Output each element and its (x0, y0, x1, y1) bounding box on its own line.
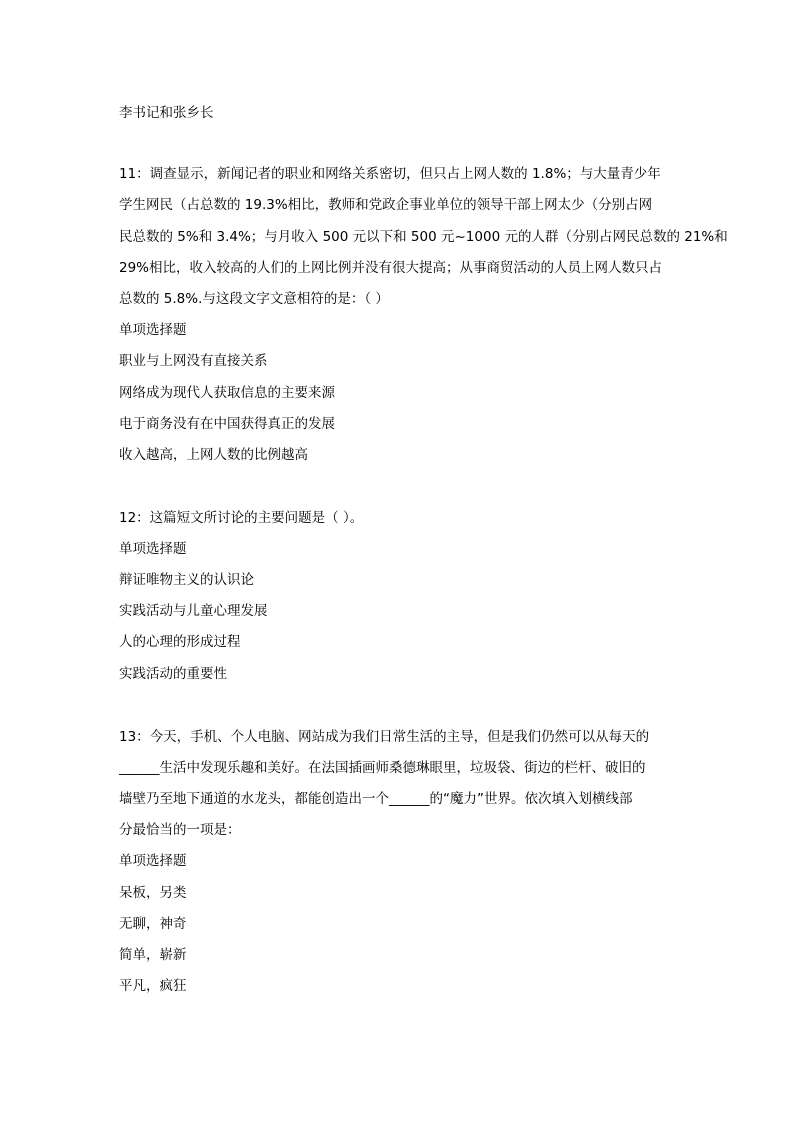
q11-option-d: 收入越高，上网人数的比例越高 (119, 447, 308, 463)
q13-stem-line-3: 墙壁乃至地下通道的水龙头，都能创造出一个______的“魔力”世界。依次填入划横线部 (119, 791, 633, 807)
q11-stem-line-1: 11：调查显示，新闻记者的职业和网络关系密切，但只占上网人数的 1.8%；与大量青少年 (119, 166, 661, 182)
q12-stem-line-1: 12：这篇短文所讨论的主要问题是（ ）。 (119, 510, 364, 526)
q11-option-b: 网络成为现代人获取信息的主要来源 (119, 385, 335, 401)
q13-option-d: 平凡，疯狂 (119, 978, 187, 994)
q13-option-c: 简单，崭新 (119, 947, 187, 963)
q12-option-c: 人的心理的形成过程 (119, 634, 241, 650)
q11-stem-line-2: 学生网民（占总数的 19.3%相比，教师和党政企事业单位的领导干部上网太少（分别占网 (119, 197, 653, 213)
q13-type-label: 单项选择题 (119, 853, 187, 869)
q12-option-a: 辩证唯物主义的认识论 (119, 572, 254, 588)
q13-stem-line-4: 分最恰当的一项是： (119, 822, 241, 838)
q11-option-a: 职业与上网没有直接关系 (119, 353, 268, 369)
q11-option-c: 电于商务没有在中国获得真正的发展 (119, 416, 335, 432)
q12-option-b: 实践活动与儿童心理发展 (119, 603, 268, 619)
answer-text: 李书记和张乡长 (119, 105, 214, 121)
q11-stem-line-3: 民总数的 5%和 3.4%；与月收入 500 元以下和 500 元~1000 元的人群（分别占网民总数的 21%和 (119, 229, 728, 245)
q13-option-b: 无聊，神奇 (119, 916, 187, 932)
q13-stem-line-1: 13：今天，手机、个人电脑、网站成为我们日常生活的主导，但是我们仍然可以从每天的 (119, 729, 650, 745)
q13-stem-line-2: ______生活中发现乐趣和美好。在法国插画师桑德琳眼里，垃圾袋、街边的栏杆、破旧的 (119, 760, 646, 776)
q12-option-d: 实践活动的重要性 (119, 666, 227, 682)
q11-stem-line-5: 总数的 5.8%.与这段文字文意相符的是：（ ） (119, 291, 389, 307)
q13-option-a: 呆板，另类 (119, 885, 187, 901)
q12-type-label: 单项选择题 (119, 541, 187, 557)
q11-type-label: 单项选择题 (119, 322, 187, 338)
q11-stem-line-4: 29%相比，收入较高的人们的上网比例并没有很大提高；从事商贸活动的人员上网人数只占 (119, 260, 663, 276)
